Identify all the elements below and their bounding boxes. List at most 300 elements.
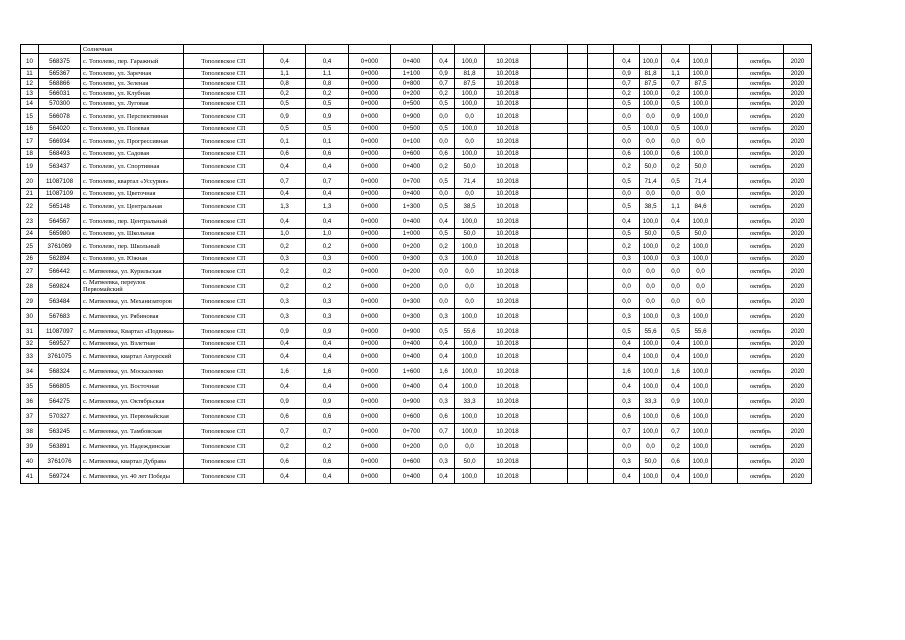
month-cell: октябрь xyxy=(738,174,784,189)
row-number: 33 xyxy=(21,349,39,364)
year-cell: 2020 xyxy=(784,199,812,214)
settlement-cell: Тополевское СП xyxy=(184,79,264,89)
length-total-cell: 0,2 xyxy=(306,239,349,254)
paved-percent-cell: 100,0 xyxy=(455,124,485,134)
km-end-cell: 0+600 xyxy=(391,149,433,159)
normative-length-cell: 1,6 xyxy=(614,364,640,379)
length-total-cell: 0,4 xyxy=(306,214,349,229)
row-number: 19 xyxy=(21,159,39,174)
length-total-cell: 0,4 xyxy=(306,469,349,484)
blank-cell xyxy=(588,89,614,99)
normative-length-cell: 0,5 xyxy=(614,229,640,239)
normative-length-cell: 0,3 xyxy=(614,454,640,469)
blank-cell xyxy=(588,189,614,199)
lit-percent-cell: 100,0 xyxy=(690,54,712,69)
settlement-cell: Тополевское СП xyxy=(184,424,264,439)
lit-length-cell: 0,5 xyxy=(662,324,690,339)
length-cell: 0,7 xyxy=(264,174,306,189)
length-cell: 0,4 xyxy=(264,469,306,484)
year-cell: 2020 xyxy=(784,134,812,149)
month-cell: октябрь xyxy=(738,189,784,199)
blank-cell xyxy=(712,339,738,349)
length-cell: 0,2 xyxy=(264,239,306,254)
blank-cell xyxy=(712,324,738,339)
paved-percent-cell: 100,0 xyxy=(455,149,485,159)
km-start-cell: 0+000 xyxy=(349,324,391,339)
km-end-cell: 0+900 xyxy=(391,394,433,409)
blank-cell xyxy=(531,124,568,134)
blank-cell xyxy=(568,349,588,364)
km-start-cell: 0+000 xyxy=(349,379,391,394)
km-start-cell: 0+000 xyxy=(349,394,391,409)
paved-percent-cell: 50,0 xyxy=(455,454,485,469)
table-row xyxy=(21,379,812,394)
paved-length-cell: 0,0 xyxy=(433,109,455,124)
lit-percent-cell: 100,0 xyxy=(690,439,712,454)
survey-date-cell: 10.2018 xyxy=(485,364,531,379)
normative-length-cell: 0,5 xyxy=(614,174,640,189)
road-id: 564567 xyxy=(39,214,81,229)
blank-cell xyxy=(531,189,568,199)
length-cell: 0,5 xyxy=(264,99,306,109)
paved-length-cell: 0,0 xyxy=(433,294,455,309)
month-cell: октябрь xyxy=(738,124,784,134)
blank-cell xyxy=(531,309,568,324)
paved-percent-cell: 0,0 xyxy=(455,439,485,454)
row-number: 23 xyxy=(21,214,39,229)
paved-percent-cell: 0,0 xyxy=(455,189,485,199)
row-number: 22 xyxy=(21,199,39,214)
length-total-cell: 0,4 xyxy=(306,159,349,174)
survey-date-cell: 10.2018 xyxy=(485,349,531,364)
settlement-cell: Тополевское СП xyxy=(184,134,264,149)
blank-cell xyxy=(588,79,614,89)
length-cell: 1,1 xyxy=(264,69,306,79)
address-cell: с. Матвеевка, ул. 40 лет Победы xyxy=(81,469,184,484)
km-end-cell: 0+700 xyxy=(391,424,433,439)
length-total-cell: 0,6 xyxy=(306,149,349,159)
blank-cell xyxy=(712,99,738,109)
month-cell: октябрь xyxy=(738,79,784,89)
year-cell: 2020 xyxy=(784,309,812,324)
km-start-cell: 0+000 xyxy=(349,439,391,454)
km-end-cell: 0+600 xyxy=(391,454,433,469)
blank-cell xyxy=(712,424,738,439)
length-total-cell: 0,5 xyxy=(306,124,349,134)
blank-cell xyxy=(568,89,588,99)
table-row xyxy=(21,424,812,439)
road-id: 568375 xyxy=(39,54,81,69)
paved-percent-cell: 38,5 xyxy=(455,199,485,214)
normative-percent-cell: 87,5 xyxy=(640,79,662,89)
blank-cell xyxy=(531,69,568,79)
road-id: 568324 xyxy=(39,364,81,379)
address-cell: с. Матвеевка, ул. Рябиновая xyxy=(81,309,184,324)
km-start-cell: 0+000 xyxy=(349,159,391,174)
blank-cell xyxy=(712,254,738,264)
blank-cell xyxy=(588,214,614,229)
paved-percent-cell: 100,0 xyxy=(455,89,485,99)
lit-percent-cell: 0,0 xyxy=(690,264,712,279)
blank-cell xyxy=(712,279,738,294)
address-cell: с. Матвеевка, ул. Первомайская xyxy=(81,409,184,424)
length-cell: 0,9 xyxy=(264,324,306,339)
length-total-cell: 0,7 xyxy=(306,174,349,189)
settlement-cell: Тополевское СП xyxy=(184,199,264,214)
km-start-cell: 0+000 xyxy=(349,264,391,279)
road-id: 3761075 xyxy=(39,349,81,364)
survey-date-cell: 10.2018 xyxy=(485,294,531,309)
normative-length-cell: 0,0 xyxy=(614,294,640,309)
survey-date-cell: 10.2018 xyxy=(485,379,531,394)
blank-cell xyxy=(568,279,588,294)
normative-length-cell: 0,0 xyxy=(614,189,640,199)
length-total-cell: 0,4 xyxy=(306,349,349,364)
month-cell: октябрь xyxy=(738,99,784,109)
month-cell: октябрь xyxy=(738,89,784,99)
road-id: 566805 xyxy=(39,379,81,394)
km-end-cell: 0+200 xyxy=(391,264,433,279)
blank-cell xyxy=(531,199,568,214)
km-end-cell: 1+100 xyxy=(391,69,433,79)
paved-percent-cell: 100,0 xyxy=(455,349,485,364)
normative-percent-cell: 100,0 xyxy=(640,379,662,394)
lit-length-cell: 0,5 xyxy=(662,99,690,109)
table-row xyxy=(21,159,812,174)
paved-percent-cell: 100,0 xyxy=(455,99,485,109)
lit-length-cell: 1,6 xyxy=(662,364,690,379)
paved-length-cell: 0,4 xyxy=(433,349,455,364)
blank-cell xyxy=(568,294,588,309)
row-number: 14 xyxy=(21,99,39,109)
length-cell: 0,4 xyxy=(264,159,306,174)
address-cell: с. Матвеевка, ул. Восточная xyxy=(81,379,184,394)
length-cell: 0,5 xyxy=(264,124,306,134)
length-total-cell: 0,2 xyxy=(306,439,349,454)
normative-length-cell: 0,3 xyxy=(614,394,640,409)
year-cell: 2020 xyxy=(784,324,812,339)
row-number: 40 xyxy=(21,454,39,469)
address-cell: с. Матвеевка, ул. Надеждинская xyxy=(81,439,184,454)
paved-percent-cell: 100,0 xyxy=(455,364,485,379)
km-end-cell: 0+100 xyxy=(391,134,433,149)
address-cell: Солнечная xyxy=(81,45,184,54)
blank-cell xyxy=(712,189,738,199)
lit-percent-cell: 100,0 xyxy=(690,99,712,109)
road-id: 566031 xyxy=(39,89,81,99)
blank-cell xyxy=(531,229,568,239)
blank-cell xyxy=(588,149,614,159)
km-end-cell: 0+200 xyxy=(391,439,433,454)
paved-percent-cell: 100,0 xyxy=(455,339,485,349)
normative-length-cell: 0,7 xyxy=(614,79,640,89)
year-cell: 2020 xyxy=(784,174,812,189)
length-total-cell: 0,1 xyxy=(306,134,349,149)
table-row xyxy=(21,294,812,309)
blank-cell xyxy=(568,134,588,149)
survey-date-cell: 10.2018 xyxy=(485,309,531,324)
road-id: 562894 xyxy=(39,254,81,264)
length-total-cell: 0,3 xyxy=(306,294,349,309)
paved-length-cell: 0,0 xyxy=(433,264,455,279)
settlement-cell: Тополевское СП xyxy=(184,149,264,159)
lit-length-cell: 0,0 xyxy=(662,264,690,279)
km-end-cell: 0+200 xyxy=(391,239,433,254)
blank-cell xyxy=(712,214,738,229)
blank-cell xyxy=(568,394,588,409)
normative-percent-cell: 100,0 xyxy=(640,424,662,439)
blank-cell xyxy=(568,454,588,469)
blank-cell xyxy=(588,294,614,309)
length-total-cell: 0,2 xyxy=(306,89,349,99)
length-cell: 0,2 xyxy=(264,439,306,454)
lit-percent-cell: 100,0 xyxy=(690,379,712,394)
road-id: 566442 xyxy=(39,264,81,279)
survey-date-cell: 10.2018 xyxy=(485,239,531,254)
table-row xyxy=(21,469,812,484)
normative-percent-cell: 100,0 xyxy=(640,214,662,229)
paved-percent-cell: 0,0 xyxy=(455,294,485,309)
km-end-cell: 0+400 xyxy=(391,349,433,364)
survey-date-cell: 10.2018 xyxy=(485,99,531,109)
table-row xyxy=(21,199,812,214)
settlement-cell: Тополевское СП xyxy=(184,279,264,294)
blank-cell xyxy=(588,279,614,294)
km-end-cell: 0+300 xyxy=(391,309,433,324)
road-id: 3761076 xyxy=(39,454,81,469)
lit-percent-cell: 84,6 xyxy=(690,199,712,214)
length-total-cell: 0,4 xyxy=(306,189,349,199)
blank-cell xyxy=(588,99,614,109)
lit-length-cell: 0,4 xyxy=(662,54,690,69)
lit-length-cell: 0,4 xyxy=(662,469,690,484)
length-total-cell: 0,4 xyxy=(306,54,349,69)
km-start-cell: 0+000 xyxy=(349,229,391,239)
km-end-cell: 0+800 xyxy=(391,79,433,89)
blank-cell xyxy=(712,264,738,279)
road-id: 11087108 xyxy=(39,174,81,189)
length-cell: 0,4 xyxy=(264,54,306,69)
road-id: 570327 xyxy=(39,409,81,424)
km-end-cell: 0+500 xyxy=(391,124,433,134)
blank-cell xyxy=(531,99,568,109)
length-cell: 0,9 xyxy=(264,394,306,409)
lit-length-cell: 0,5 xyxy=(662,174,690,189)
length-cell: 0,6 xyxy=(264,454,306,469)
length-cell: 0,4 xyxy=(264,339,306,349)
address-cell: с. Матвеевка, ул. Москаленко xyxy=(81,364,184,379)
road-registry-sheet xyxy=(20,44,812,484)
normative-percent-cell: 0,0 xyxy=(640,279,662,294)
length-total-cell: 0,6 xyxy=(306,409,349,424)
km-end-cell: 0+400 xyxy=(391,339,433,349)
blank-cell xyxy=(568,254,588,264)
lit-length-cell: 0,3 xyxy=(662,254,690,264)
km-start-cell: 0+000 xyxy=(349,469,391,484)
paved-length-cell: 0,5 xyxy=(433,229,455,239)
lit-percent-cell: 0,0 xyxy=(690,294,712,309)
table-row xyxy=(21,79,812,89)
lit-length-cell: 0,0 xyxy=(662,279,690,294)
year-cell: 2020 xyxy=(784,469,812,484)
normative-length-cell: 0,4 xyxy=(614,339,640,349)
table-row xyxy=(21,279,812,294)
paved-length-cell: 0,5 xyxy=(433,199,455,214)
table-row xyxy=(21,124,812,134)
blank-cell xyxy=(588,439,614,454)
blank-cell xyxy=(588,469,614,484)
road-id: 564020 xyxy=(39,124,81,134)
lit-percent-cell: 100,0 xyxy=(690,409,712,424)
km-start-cell: 0+000 xyxy=(349,109,391,124)
paved-percent-cell: 55,6 xyxy=(455,324,485,339)
paved-percent-cell: 50,0 xyxy=(455,159,485,174)
paved-length-cell: 0,5 xyxy=(433,124,455,134)
month-cell: октябрь xyxy=(738,364,784,379)
km-end-cell: 0+900 xyxy=(391,109,433,124)
blank-cell xyxy=(588,254,614,264)
address-cell: с. Матвеевка, квартал Дубрава xyxy=(81,454,184,469)
row-number: 35 xyxy=(21,379,39,394)
address-cell: с. Тополево, ул. Садовая xyxy=(81,149,184,159)
length-cell: 0,9 xyxy=(264,109,306,124)
km-end-cell: 0+400 xyxy=(391,469,433,484)
year-cell: 2020 xyxy=(784,124,812,134)
paved-percent-cell: 0,0 xyxy=(455,279,485,294)
table-row xyxy=(21,324,812,339)
table-row xyxy=(21,439,812,454)
normative-percent-cell: 71,4 xyxy=(640,174,662,189)
blank-cell xyxy=(568,109,588,124)
address-cell: с. Матвеевка, переулок Первомайский xyxy=(81,279,184,294)
blank-cell xyxy=(712,109,738,124)
blank-cell xyxy=(531,89,568,99)
blank-cell xyxy=(568,229,588,239)
survey-date-cell: 10.2018 xyxy=(485,409,531,424)
length-cell: 0,3 xyxy=(264,254,306,264)
km-end-cell: 0+400 xyxy=(391,159,433,174)
blank-cell xyxy=(531,469,568,484)
blank-cell xyxy=(568,69,588,79)
blank-cell xyxy=(568,324,588,339)
length-cell: 0,4 xyxy=(264,214,306,229)
length-cell: 0,7 xyxy=(264,424,306,439)
paved-percent-cell: 81,8 xyxy=(455,69,485,79)
km-end-cell: 0+500 xyxy=(391,99,433,109)
address-cell: с. Тополево, ул. Луговая xyxy=(81,99,184,109)
road-id: 11087097 xyxy=(39,324,81,339)
length-total-cell: 0,9 xyxy=(306,324,349,339)
normative-percent-cell: 100,0 xyxy=(640,349,662,364)
blank-cell xyxy=(588,109,614,124)
paved-percent-cell: 100,0 xyxy=(455,469,485,484)
blank-cell xyxy=(531,409,568,424)
blank-cell xyxy=(588,324,614,339)
blank-cell xyxy=(588,309,614,324)
settlement-cell: Тополевское СП xyxy=(184,229,264,239)
settlement-cell: Тополевское СП xyxy=(184,349,264,364)
address-cell: с. Тополево, ул. Центральная xyxy=(81,199,184,214)
blank-cell xyxy=(712,229,738,239)
settlement-cell: Тополевское СП xyxy=(184,294,264,309)
year-cell: 2020 xyxy=(784,279,812,294)
km-start-cell: 0+000 xyxy=(349,424,391,439)
lit-length-cell: 1,1 xyxy=(662,69,690,79)
settlement-cell: Тополевское СП xyxy=(184,324,264,339)
row-number: 11 xyxy=(21,69,39,79)
year-cell: 2020 xyxy=(784,439,812,454)
normative-percent-cell: 100,0 xyxy=(640,99,662,109)
blank-cell xyxy=(531,294,568,309)
road-id: 569527 xyxy=(39,339,81,349)
table-row xyxy=(21,99,812,109)
blank-cell xyxy=(568,424,588,439)
length-cell: 0,4 xyxy=(264,379,306,394)
paved-length-cell: 0,0 xyxy=(433,134,455,149)
paved-length-cell: 0,3 xyxy=(433,394,455,409)
km-start-cell: 0+000 xyxy=(349,409,391,424)
blank-cell xyxy=(531,454,568,469)
lit-length-cell: 0,5 xyxy=(662,124,690,134)
row-number: 37 xyxy=(21,409,39,424)
address-cell: с. Матвеевка, ул. Курильская xyxy=(81,264,184,279)
row-number: 10 xyxy=(21,54,39,69)
blank-cell xyxy=(588,339,614,349)
month-cell: октябрь xyxy=(738,54,784,69)
month-cell: октябрь xyxy=(738,294,784,309)
lit-length-cell: 0,6 xyxy=(662,149,690,159)
km-end-cell: 0+400 xyxy=(391,189,433,199)
settlement-cell: Тополевское СП xyxy=(184,254,264,264)
table-row xyxy=(21,134,812,149)
survey-date-cell: 10.2018 xyxy=(485,149,531,159)
paved-length-cell: 0,2 xyxy=(433,89,455,99)
blank-cell xyxy=(712,159,738,174)
blank-cell xyxy=(712,134,738,149)
blank-cell xyxy=(588,159,614,174)
normative-length-cell: 0,4 xyxy=(614,349,640,364)
lit-length-cell: 0,3 xyxy=(662,309,690,324)
length-total-cell: 0,4 xyxy=(306,339,349,349)
table-row xyxy=(21,394,812,409)
blank-cell xyxy=(568,309,588,324)
lit-length-cell: 0,4 xyxy=(662,349,690,364)
paved-percent-cell: 33,3 xyxy=(455,394,485,409)
year-cell: 2020 xyxy=(784,69,812,79)
road-id: 568866 xyxy=(39,79,81,89)
blank-cell xyxy=(588,174,614,189)
paved-percent-cell: 87,5 xyxy=(455,79,485,89)
year-cell: 2020 xyxy=(784,54,812,69)
blank-cell xyxy=(568,364,588,379)
km-start-cell: 0+000 xyxy=(349,294,391,309)
lit-length-cell: 0,2 xyxy=(662,89,690,99)
table-row-continued xyxy=(21,45,812,54)
settlement-cell: Тополевское СП xyxy=(184,264,264,279)
paved-percent-cell: 100,0 xyxy=(455,254,485,264)
blank-cell xyxy=(588,124,614,134)
length-cell: 0,4 xyxy=(264,189,306,199)
month-cell: октябрь xyxy=(738,254,784,264)
month-cell: октябрь xyxy=(738,469,784,484)
blank-cell xyxy=(712,379,738,394)
lit-percent-cell: 100,0 xyxy=(690,349,712,364)
road-id: 3761069 xyxy=(39,239,81,254)
lit-percent-cell: 100,0 xyxy=(690,89,712,99)
address-cell: с. Тополево, ул. Спортивная xyxy=(81,159,184,174)
table-row xyxy=(21,149,812,159)
blank-cell xyxy=(712,79,738,89)
